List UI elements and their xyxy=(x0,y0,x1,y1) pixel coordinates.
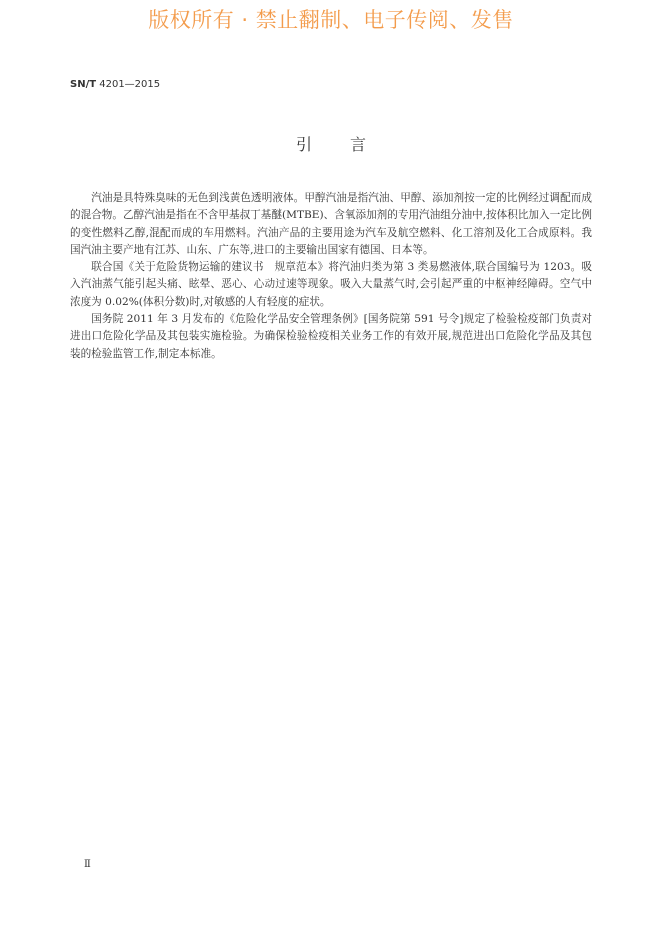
introduction-body xyxy=(70,190,592,363)
page-title: 引言 xyxy=(295,135,404,154)
paragraph-2: 联合国《关于危险货物运输的建议书 规章范本》将汽油归类为第 3 类易燃液体,联合国编号为 1203。吸入汽油蒸气能引起头痛、眩晕、恶心、心动过速等现象。吸入大量蒸气时,会引起严重的中枢神经障碍。空气中浓度为 0.02%(体积分数)时,对敏感的人有轻度的症状。 xyxy=(70,261,592,308)
paragraph-3: 国务院 2011 年 3 月发布的《危险化学品安全管理条例》[国务院第 591 号令]规定了检验检疫部门负责对进出口危险化学品及其包装实施检验。为确保检验检疫相关业务工作的有效开展,规范进出口危险化学品及其包装的检验监管工作,制定本标准。 xyxy=(70,313,592,360)
standard-code xyxy=(70,78,160,92)
standard-prefix: SN/T xyxy=(70,79,97,90)
copyright-watermark: 版权所有 · 禁止翻制、电子传阅、发售 xyxy=(148,8,514,32)
standard-number: 4201—2015 xyxy=(96,79,161,90)
page-number: Ⅱ xyxy=(84,859,91,870)
paragraph-1: 汽油是具特殊臭味的无色到浅黄色透明液体。甲醇汽油是指汽油、甲醇、添加剂按一定的比例经过调配而成的混合物。乙醇汽油是指在不含甲基叔丁基醚(MTBE)、含氧添加剂的专用汽油组分油中,按体积比加入一定比例的变性燃料乙醇,混配而成的车用燃料。汽油产品的主要用途为汽车及航空燃料、化工溶剂及化工合成原料。我国汽油主要产地有江苏、山东、广东等,进口的主要输出国家有德国、日本等。 xyxy=(70,192,592,256)
